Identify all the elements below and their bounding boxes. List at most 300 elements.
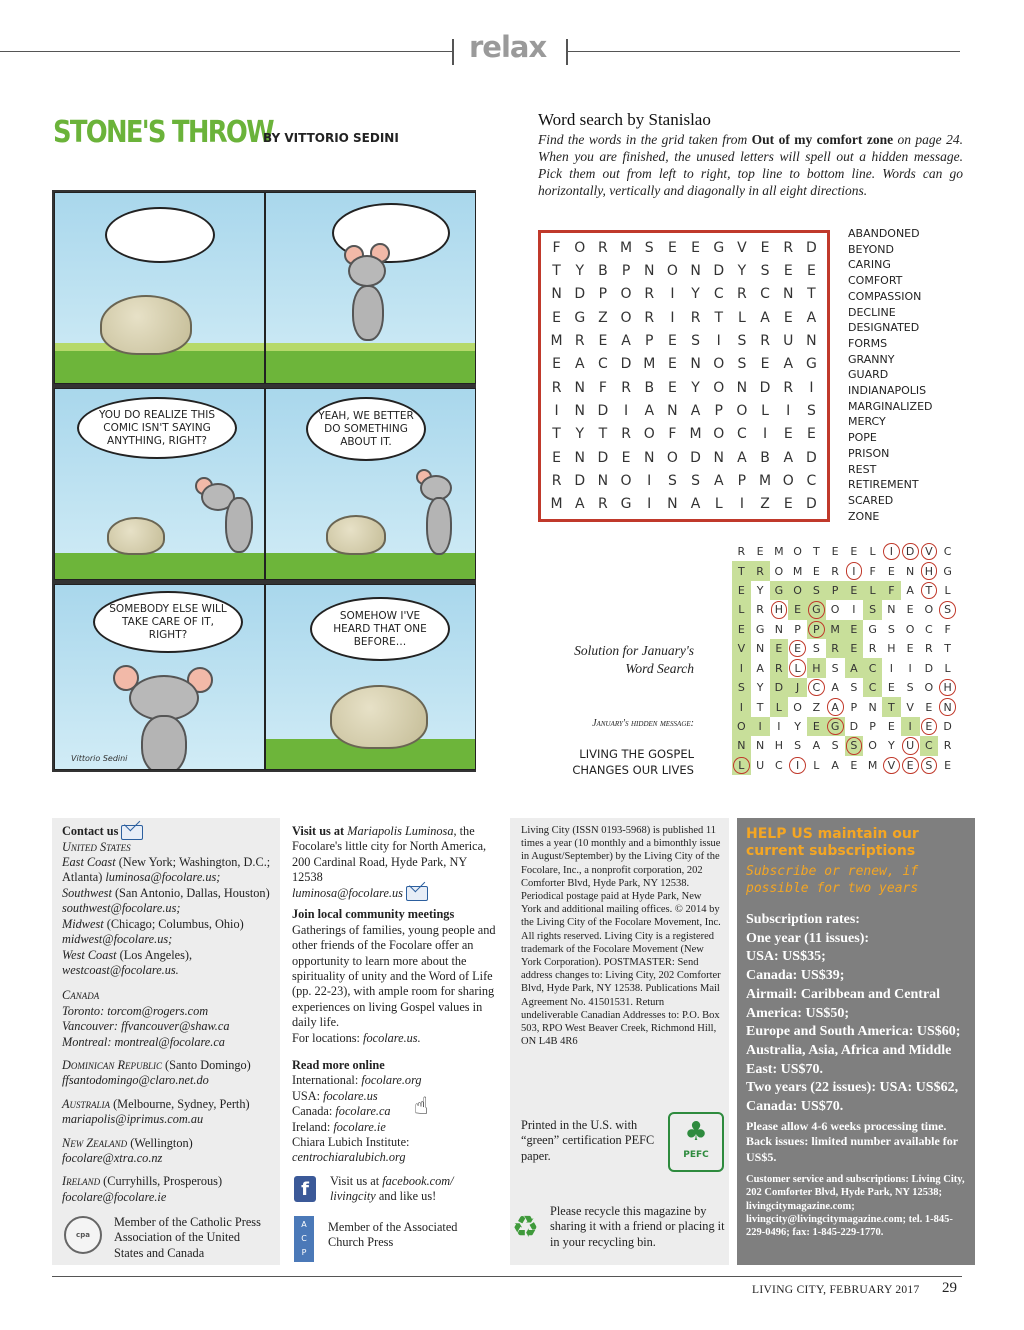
solution-letter: E	[807, 717, 826, 736]
grid-letter: N	[644, 449, 655, 466]
solution-letter: O	[774, 564, 784, 578]
magazine-issue: LIVING CITY, FEBRUARY 2017	[752, 1284, 920, 1296]
grid-letter: M	[620, 239, 633, 256]
solution-letter: O	[924, 603, 934, 617]
grid-letter: Y	[691, 379, 700, 396]
grid-letter: T	[807, 286, 816, 303]
mouse-body	[225, 497, 253, 553]
comic-title: STONE'S THROW	[53, 115, 273, 150]
solution-letter: V	[882, 756, 901, 775]
facebook-lead: Visit us at	[330, 1174, 383, 1188]
word-search-instructions	[538, 131, 963, 199]
grid-letter: L	[714, 496, 723, 513]
visit-column	[292, 824, 498, 1166]
solution-letter: T	[813, 545, 820, 559]
solution-letter: D	[770, 678, 789, 697]
email-link[interactable]: midwest@focolare.us;	[62, 932, 173, 947]
word-list-item: FORMS	[848, 336, 888, 350]
email-link[interactable]: : torcom@rogers.com	[100, 1003, 209, 1018]
grid-letter: S	[737, 356, 747, 373]
solution-letter: E	[788, 639, 807, 658]
comic-signature: Vittorio Sedini	[71, 754, 128, 763]
grid-letter: O	[666, 262, 678, 279]
grid-letter: A	[760, 309, 770, 326]
grid-letter: D	[620, 356, 632, 373]
region-cities: (Melbourne, Sydney, Perth)	[110, 1096, 250, 1111]
region-heading: New Zealand	[62, 1135, 128, 1150]
solution-letter: D	[943, 719, 952, 733]
grid-letter: P	[737, 472, 747, 489]
grid-letter: E	[552, 309, 561, 326]
solution-letter: S	[794, 739, 802, 753]
solution-letter: R	[831, 564, 839, 578]
region-label: Vancouver	[62, 1019, 114, 1034]
solution-letter: C	[925, 622, 933, 636]
solution-letter: R	[925, 642, 933, 656]
solution-letter: A	[826, 697, 845, 716]
solution-letter: I	[845, 561, 864, 580]
solution-letter: S	[831, 739, 839, 753]
region-cities: (Chicago; Columbus, Ohio)	[103, 916, 244, 931]
site-link[interactable]: focolare.org	[361, 1073, 422, 1088]
panel-grass	[266, 553, 475, 579]
pefc-logo	[668, 1112, 724, 1172]
word-list-item: CARING	[848, 258, 891, 272]
grid-letter: L	[761, 402, 769, 419]
grid-letter: N	[667, 496, 678, 513]
email-link[interactable]: westcoast@focolare.us.	[62, 962, 179, 977]
grid-letter: R	[783, 379, 794, 396]
solution-letter: Y	[794, 719, 801, 733]
envelope-icon[interactable]	[406, 886, 428, 901]
grid-letter: R	[574, 332, 585, 349]
solution-label: Solution for January's Word Search	[574, 643, 694, 676]
grid-letter: E	[667, 239, 677, 256]
grid-letter: P	[621, 262, 631, 279]
grid-letter: M	[550, 496, 563, 513]
solution-letter: H	[770, 600, 789, 619]
solution-letter: P	[807, 620, 826, 639]
solution-letter: D	[849, 719, 859, 733]
solution-letter: C	[920, 736, 939, 755]
solution-letter: L	[788, 658, 807, 677]
grid-letter: R	[551, 472, 562, 489]
grid-letter: T	[598, 426, 608, 443]
solution-letter: A	[845, 658, 864, 677]
site-label: International:	[292, 1073, 362, 1088]
solution-letter: E	[812, 564, 820, 578]
grid-letter: N	[644, 262, 655, 279]
speech-bubble: YOU DO REALIZE THIS COMIC ISN'T SAYING ANYTHING, RIGHT?	[77, 397, 237, 459]
solution-letter: T	[944, 642, 951, 656]
grid-letter: E	[552, 449, 561, 466]
pefc-label: PEFC	[683, 1150, 709, 1160]
solution-letter: V	[732, 639, 751, 658]
grid-letter: S	[806, 402, 816, 419]
solution-grid	[732, 542, 957, 775]
solution-letter: A	[831, 758, 839, 772]
grid-letter: A	[806, 309, 817, 326]
grid-letter: E	[760, 239, 770, 256]
grid-letter: O	[713, 426, 725, 443]
solution-letter: M	[774, 545, 784, 559]
grid-letter: N	[806, 332, 817, 349]
grid-letter: N	[690, 262, 701, 279]
region-cities: (Santo Domingo)	[161, 1057, 251, 1072]
visit-address: , the Focolare's little city for North America, 200 Cardinal Road, Hyde Park, NY 12538	[292, 824, 487, 885]
grid-letter: A	[644, 402, 655, 419]
solution-letter: L	[944, 584, 951, 598]
grid-letter: D	[574, 286, 586, 303]
site-label: Canada:	[292, 1104, 336, 1119]
solution-letter: N	[756, 739, 765, 753]
solution-letter: I	[882, 542, 901, 561]
grid-letter: S	[691, 472, 701, 489]
subscription-box	[737, 818, 975, 1265]
grid-letter: O	[643, 426, 655, 443]
join-heading: Join local community meetings	[292, 907, 455, 922]
grid-letter: C	[806, 472, 817, 489]
grid-letter: A	[690, 496, 701, 513]
grid-letter: I	[670, 309, 675, 326]
visit-lead: Visit us at	[292, 824, 348, 838]
grid-letter: G	[574, 309, 586, 326]
solution-letter: T	[756, 700, 764, 714]
solution-letter: M	[792, 564, 803, 578]
grid-letter: D	[806, 449, 817, 466]
mouse-body	[141, 715, 187, 770]
solution-letter: R	[751, 561, 770, 580]
solution-letter: N	[732, 736, 751, 755]
header-tick-left	[452, 39, 454, 65]
solution-letter: S	[863, 600, 882, 619]
grid-letter: C	[737, 426, 747, 443]
grid-letter: O	[782, 472, 794, 489]
solution-letter: E	[788, 600, 807, 619]
solution-letter: L	[732, 600, 751, 619]
solution-letter: D	[924, 661, 934, 675]
grid-letter: N	[667, 402, 678, 419]
help-title: HELP US maintain our current subscriptions	[746, 826, 919, 859]
solution-letter: R	[826, 639, 845, 658]
region-heading: Canada	[62, 988, 100, 1003]
grid-letter: D	[574, 472, 586, 489]
email-link[interactable]: southwest@focolare.us;	[62, 901, 181, 916]
grid-letter: N	[736, 379, 748, 396]
region-cities: (Wellington)	[127, 1135, 193, 1150]
grid-letter: T	[552, 426, 561, 443]
solution-letter: L	[863, 581, 882, 600]
envelope-icon[interactable]	[121, 825, 143, 840]
speech-bubble: YEAH, WE BETTER DO SOMETHING ABOUT IT.	[306, 397, 426, 461]
comic-panel-1	[54, 192, 265, 384]
customer-service: Customer service and subscriptions: Living City, 202 Comforter Blvd, Hyde Park, NY 12538; livingcitymagazine.com; livingcity@livingcitymagazine.com; tel. 1-845-229-0496; fax: 1-845-229-1770.	[746, 1174, 965, 1239]
footer-rule	[52, 1276, 962, 1277]
grid-letter: D	[597, 402, 609, 419]
solution-letter: N	[938, 697, 957, 716]
solution-letter: Y	[888, 739, 895, 753]
email-link[interactable]: : montreal@focolare.ca	[107, 1034, 225, 1049]
solution-letter: U	[756, 758, 765, 772]
hidden-message: LIVING THE GOSPEL CHANGES OUR LIVES	[572, 747, 694, 777]
region-cities: (San Antonio, Dallas, Houston)	[111, 885, 270, 900]
site-link[interactable]: focolare.ca	[335, 1104, 391, 1119]
grid-letter: L	[738, 309, 746, 326]
grid-letter: G	[805, 356, 817, 373]
solution-letter: I	[732, 658, 751, 677]
grid-letter: F	[668, 426, 677, 443]
rate-line: Australia, Asia, Africa and Middle East: US$70.	[746, 1042, 952, 1077]
solution-letter: O	[868, 739, 877, 753]
rock-character	[107, 517, 165, 555]
grid-letter: A	[690, 402, 701, 419]
tree-icon: ♣	[684, 1117, 708, 1147]
grid-letter: D	[806, 496, 817, 513]
solution-letter: L	[732, 756, 751, 775]
acp-membership: Member of the Associated Church Press	[328, 1220, 458, 1250]
acp-logo: A C P	[294, 1216, 314, 1262]
grid-letter: I	[716, 332, 721, 349]
recycle-icon: ♻	[512, 1210, 539, 1245]
grid-letter: A	[574, 356, 585, 373]
grid-letter: Y	[575, 262, 585, 279]
solution-letter: F	[869, 564, 876, 578]
solution-letter: R	[943, 739, 952, 753]
comic-panel-4	[265, 388, 476, 580]
solution-letter: G	[943, 564, 952, 578]
word-list-item: BEYOND	[848, 242, 894, 256]
solution-letter: R	[737, 545, 746, 559]
rock-character	[330, 685, 428, 749]
panel-grass	[55, 351, 264, 383]
solution-letter: E	[850, 545, 858, 559]
comic-panel-3	[54, 388, 265, 580]
word-list-item: DECLINE	[848, 305, 896, 319]
solution-letter: I	[889, 661, 893, 675]
email-link[interactable]: ffsantodomingo@claro.net.do	[62, 1073, 209, 1088]
grid-letter: C	[760, 286, 770, 303]
solution-letter: E	[906, 642, 914, 656]
grid-letter: O	[666, 449, 678, 466]
solution-letter: S	[807, 581, 826, 600]
grid-letter: R	[644, 286, 655, 303]
solution-letter: E	[732, 581, 751, 600]
grid-letter: G	[713, 239, 725, 256]
facebook-link[interactable]: facebook.com/ livingcity	[330, 1174, 454, 1204]
grid-letter: V	[737, 239, 747, 256]
region-label: West Coast	[62, 947, 117, 962]
region-label: Midwest	[62, 916, 104, 931]
grid-letter: O	[713, 356, 725, 373]
email-link[interactable]: luminosa@focolare.us	[292, 885, 403, 900]
word-list-item: RETIREMENT	[848, 478, 919, 492]
grid-letter: R	[690, 309, 701, 326]
solution-letter: P	[794, 622, 801, 636]
solution-letter: S	[812, 642, 820, 656]
solution-letter: O	[905, 622, 915, 636]
contact-column	[62, 824, 274, 1205]
grid-letter: A	[713, 472, 724, 489]
word-list-item: COMFORT	[848, 274, 903, 288]
panel-grass	[266, 351, 475, 383]
word-list	[848, 226, 933, 524]
rate-line: Two years (22 issues): USA: US$62, Canada: US$70.	[746, 1080, 959, 1115]
comic-panel-6	[265, 584, 476, 770]
site-label: Chiara Lubich Institute:	[292, 1134, 410, 1149]
grid-letter: E	[691, 239, 700, 256]
grid-letter: O	[620, 309, 632, 326]
grid-letter: E	[783, 262, 793, 279]
email-link[interactable]: focolare@xtra.co.nz	[62, 1150, 163, 1165]
grid-letter: R	[737, 286, 747, 303]
header-rule-left	[0, 51, 452, 52]
grid-letter: D	[713, 262, 725, 279]
rock-character	[100, 295, 192, 355]
grid-letter: S	[667, 472, 677, 489]
solution-letter: I	[852, 603, 856, 617]
solution-letter: N	[774, 622, 783, 636]
solution-letter: A	[756, 661, 764, 675]
solution-letter: E	[925, 700, 933, 714]
rate-line: Europe and South America: US$60;	[746, 1024, 961, 1040]
grid-letter: M	[759, 472, 772, 489]
grid-letter: N	[574, 449, 585, 466]
grid-letter: N	[713, 449, 724, 466]
grid-letter: I	[624, 402, 629, 419]
grid-letter: A	[574, 496, 585, 513]
solution-letter: O	[830, 603, 840, 617]
solution-letter: Z	[812, 700, 821, 714]
solution-letter: D	[901, 542, 920, 561]
grid-letter: A	[737, 449, 747, 466]
speech-bubble-empty	[105, 207, 215, 263]
solution-letter: P	[869, 719, 876, 733]
grid-letter: Z	[760, 496, 770, 513]
grid-letter: R	[644, 309, 655, 326]
solution-letter: I	[908, 661, 912, 675]
pointing-hand-icon: ☝	[414, 1092, 429, 1120]
solution-letter: N	[906, 564, 915, 578]
grid-letter: E	[667, 332, 677, 349]
solution-letter: O	[732, 717, 751, 736]
word-list-item: ZONE	[848, 509, 880, 523]
solution-letter: P	[826, 581, 845, 600]
solution-letter: L	[869, 545, 876, 559]
solution-letter: Y	[756, 681, 764, 695]
instructions-text: on page 24. When you are finished, the unused letters will spell out a hidden message. Pick them out from left to right, top line to bottom line. Words can go horizontally, vertically and diagonally in all eight directions.	[538, 132, 963, 198]
word-list-item: MERCY	[848, 415, 886, 429]
hidden-message-label: January's hidden message:	[592, 718, 694, 729]
solution-letter: P	[850, 700, 858, 714]
solution-letter: H	[938, 678, 957, 697]
grid-letter: S	[691, 332, 701, 349]
site-link[interactable]: focolare.us	[323, 1088, 378, 1103]
solution-letter: R	[868, 642, 877, 656]
rate-line: Canada: US$39;	[746, 968, 845, 984]
locations-lead: For locations:	[292, 1030, 364, 1045]
grid-letter: I	[554, 402, 559, 419]
solution-letter: S	[887, 622, 895, 636]
solution-letter: H	[920, 561, 939, 580]
subscription-rates	[746, 911, 966, 1117]
solution-letter: S	[850, 681, 858, 695]
facebook-icon[interactable]: f	[294, 1176, 316, 1202]
rock-character	[326, 515, 386, 555]
solution-letter: O	[793, 700, 802, 714]
solution-letter: S	[938, 600, 957, 619]
grid-letter: Z	[598, 309, 608, 326]
site-link[interactable]: centrochiaralubich.org	[292, 1150, 406, 1165]
grid-letter: R	[551, 379, 562, 396]
email-link[interactable]: mariapolis@iprimus.com.au	[62, 1112, 204, 1127]
cpa-membership: Member of the Catholic Press Association of the United States and Canada	[114, 1215, 261, 1260]
solution-letter: O	[793, 545, 802, 559]
word-list-item: PRISON	[848, 446, 890, 460]
email-link[interactable]: : ffvancouver@shaw.ca	[113, 1019, 230, 1034]
header-rule-right	[568, 51, 960, 52]
mouse-body	[426, 497, 452, 555]
word-list-item: INDIANAPOLIS	[848, 384, 927, 398]
word-list-item: GRANNY	[848, 352, 895, 366]
solution-letter: E	[845, 581, 864, 600]
grid-letter: D	[690, 449, 701, 466]
solution-letter: M	[826, 620, 845, 639]
locations-link[interactable]: focolare.us.	[363, 1030, 421, 1045]
solution-letter: S	[732, 678, 751, 697]
solution-letter: H	[774, 739, 784, 753]
solution-letter: V	[920, 542, 939, 561]
solution-letter: N	[887, 603, 896, 617]
word-list-item: REST	[848, 462, 877, 476]
grid-letter: D	[806, 239, 817, 256]
grid-letter: B	[644, 379, 655, 396]
solution-letter: E	[887, 564, 895, 578]
grid-letter: N	[551, 286, 562, 303]
read-online-heading: Read more online	[292, 1057, 385, 1072]
comic-strip	[52, 190, 476, 772]
solution-letter: F	[882, 581, 901, 600]
word-list-item: GUARD	[848, 368, 889, 382]
grid-letter: I	[809, 379, 814, 396]
header-tick-right	[566, 39, 568, 65]
contact-heading: Contact us	[62, 824, 119, 838]
solution-letter: C	[807, 678, 826, 697]
comic-byline: BY VITTORIO SEDINI	[263, 131, 399, 145]
site-link[interactable]: focolare.ie	[333, 1119, 386, 1134]
grid-letter: M	[689, 426, 702, 443]
grid-letter: E	[552, 356, 561, 373]
region-heading: Dominican Republic	[62, 1057, 162, 1072]
grid-letter: N	[597, 472, 609, 489]
email-link[interactable]: luminosa@focolare.us;	[105, 870, 221, 885]
recycle-note: Please recycle this magazine by sharing it with a friend or placing it in your recycling bin.	[550, 1204, 725, 1249]
grid-letter: R	[621, 379, 631, 396]
email-link[interactable]: focolare@focolare.ie	[62, 1189, 167, 1204]
grid-letter: T	[714, 309, 724, 326]
printed-note: Printed in the U.S. with “green” certification PEFC paper.	[521, 1118, 655, 1163]
grid-letter: G	[620, 496, 632, 513]
comic-panel-2	[265, 192, 476, 384]
word-list-item: COMPASSION	[848, 289, 922, 303]
solution-letter: C	[943, 545, 952, 559]
solution-letter: S	[920, 756, 939, 775]
solution-letter: H	[807, 658, 826, 677]
publication-statement: Living City (ISSN 0193-5968) is published 11 times a year (10 monthly and a bimonthly issue in August/September) by the Living City of the Focolare, Inc., a nonprofit corporation, 202 Comforter Blvd, Hyde Park, NY 12538. Periodical postage paid at Hyde Park, New York and additional mailing offices. © 2014 by the Living City of the Focolare Movement, Inc. All rights reserved. Living City is a registered trademark of the Focolare Movement (New York Corporation). POSTMASTER: Send address changes to: Living City, 202 Comforter Blvd, Hyde Park, NY 12538. Publications Mail Agreement No. 41501531. Return undeliverable Canadian Addresses to: P.O. Box 503, RPO West Beaver Creek, Richmond Hill, ON L4B 4R6	[521, 825, 721, 1048]
join-text: Gatherings of families, young people and other friends of the Focolare offer an opportunity to learn more about the spirituality of unity and the Word of Life (pp. 22-23), with ample room for sharing experiences on living Gospel values in daily life.	[292, 922, 496, 1030]
solution-letter: I	[901, 717, 920, 736]
mouse-body	[352, 285, 384, 341]
grid-letter: R	[783, 239, 794, 256]
